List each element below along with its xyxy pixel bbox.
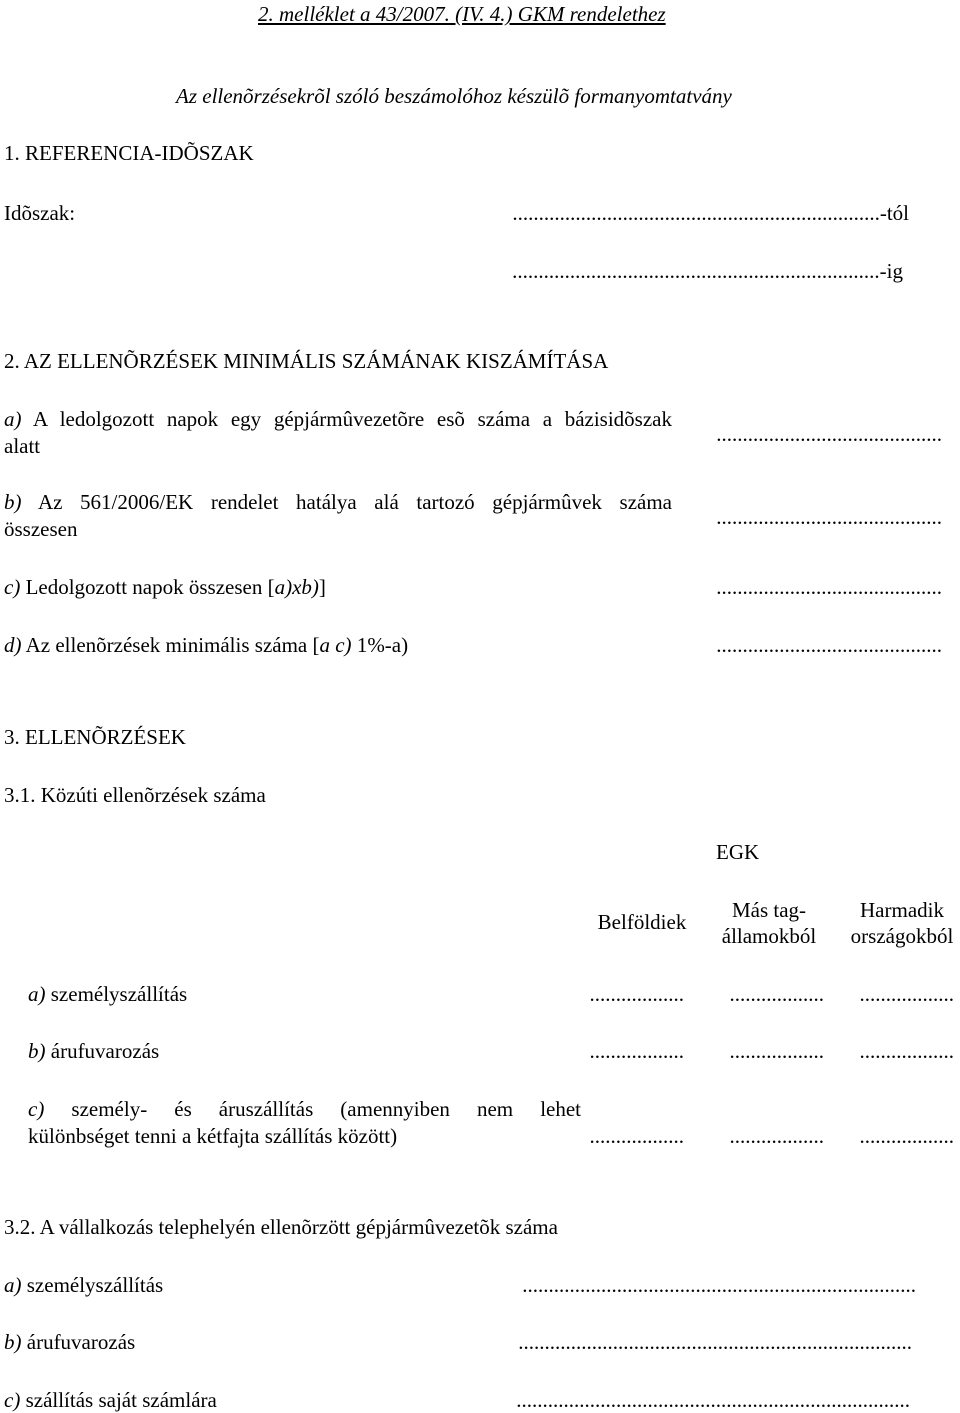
- table-row-c-cell-3[interactable]: ..................: [859, 1124, 954, 1148]
- col-header-mas-tag-line2: államokból: [721, 924, 817, 948]
- section2-heading: 2. AZ ELLENÕRZÉSEK MINIMÁLIS SZÁMÁNAK KISZÁMÍTÁSA: [4, 349, 609, 373]
- table-row-c-label-line1: c) személy- és áruszállítás (amennyiben nem lehet: [28, 1097, 582, 1121]
- site-row-c-field[interactable]: ...........................................................................: [516, 1388, 910, 1412]
- item-b-line1: b) Az 561/2006/EK rendelet hatálya alá tartozó gépjármûvek száma: [4, 490, 672, 514]
- table-row-c-cell-1[interactable]: ..................: [589, 1124, 684, 1148]
- item-b-field[interactable]: ...........................................: [716, 505, 942, 529]
- site-row-b-label: b) árufuvarozás: [4, 1330, 136, 1354]
- table-row-c-cell-2[interactable]: ..................: [729, 1124, 824, 1148]
- table-row-a-cell-3[interactable]: ..................: [859, 982, 954, 1006]
- table-row-a-cell-2[interactable]: ..................: [729, 982, 824, 1006]
- item-d-label: d) Az ellenõrzések minimális száma [a c) 1%-a): [4, 633, 409, 657]
- table-row-b-cell-1[interactable]: ..................: [589, 1039, 684, 1063]
- table-row-a-label: a) személyszállítás: [28, 982, 188, 1006]
- site-row-a-label: a) személyszállítás: [4, 1273, 164, 1297]
- section3-heading: 3. ELLENÕRZÉSEK: [4, 725, 186, 749]
- item-a-field[interactable]: ...........................................: [716, 422, 942, 446]
- period-from-field[interactable]: ......................................................................-tól: [512, 201, 909, 225]
- egk-group-header: EGK: [716, 840, 760, 864]
- item-a-line2: alatt: [4, 434, 41, 458]
- period-to-field[interactable]: ......................................................................-ig: [512, 259, 903, 283]
- section32-heading: 3.2. A vállalkozás telephelyén ellenõrzött gépjármûvezetõk száma: [4, 1215, 558, 1239]
- section31-heading: 3.1. Közúti ellenõrzések száma: [4, 783, 266, 807]
- item-d-field[interactable]: ...........................................: [716, 633, 942, 657]
- table-row-b-cell-2[interactable]: ..................: [729, 1039, 824, 1063]
- col-header-harmadik-line2: országokból: [850, 924, 954, 948]
- col-header-belfoldiek: Belföldiek: [597, 910, 687, 934]
- col-header-harmadik-line1: Harmadik: [860, 898, 944, 922]
- form-title: Az ellenõrzésekrõl szóló beszámolóhoz készülõ formanyomtatvány: [176, 84, 732, 108]
- section1-heading: 1. REFERENCIA-IDÕSZAK: [4, 141, 254, 165]
- col-header-mas-tag-line1: Más tag-: [731, 898, 807, 922]
- site-row-b-field[interactable]: ...........................................................................: [518, 1330, 912, 1354]
- site-row-c-label: c) szállítás saját számlára: [4, 1388, 217, 1412]
- annex-reference: 2. melléklet a 43/2007. (IV. 4.) GKM rendelethez: [258, 2, 666, 26]
- item-b-line2: összesen: [4, 517, 78, 541]
- site-row-a-field[interactable]: ...........................................................................: [522, 1273, 916, 1297]
- table-row-a-cell-1[interactable]: ..................: [589, 982, 684, 1006]
- period-label: Idõszak:: [4, 201, 76, 225]
- table-row-b-label: b) árufuvarozás: [28, 1039, 160, 1063]
- item-c-label: c) Ledolgozott napok összesen [a)xb)]: [4, 575, 326, 599]
- table-row-b-cell-3[interactable]: ..................: [859, 1039, 954, 1063]
- item-a-line1: a) A ledolgozott napok egy gépjármûvezetõre esõ száma a bázisidõszak: [4, 407, 672, 431]
- table-row-c-label-line2: különbséget tenni a kétfajta szállítás között): [28, 1124, 398, 1148]
- item-c-field[interactable]: ...........................................: [716, 575, 942, 599]
